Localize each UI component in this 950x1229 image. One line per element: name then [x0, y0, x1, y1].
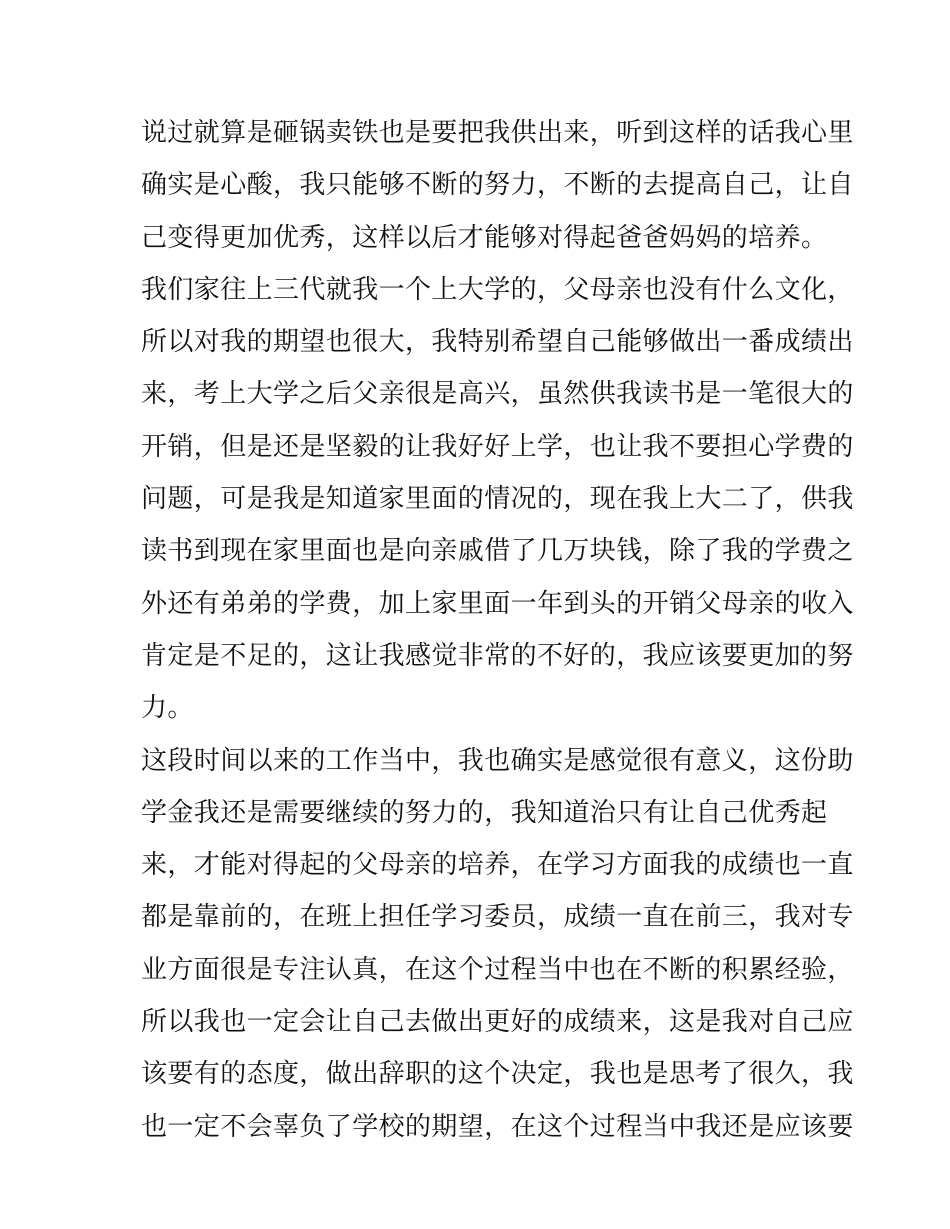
text-line-19: 该要有的态度，做出辞职的这个决定，我也是思考了很久，我	[141, 1059, 854, 1090]
text-line-11: 肯定是不足的，这让我感觉非常的不好的，我应该要更加的努	[141, 640, 854, 671]
body-text	[141, 107, 854, 1153]
text-line-20: 也一定不会辜负了学校的期望，在这个过程当中我还是应该要	[141, 1111, 854, 1142]
text-line-2: 确实是心酸，我只能够不断的努力，不断的去提高自己，让自	[141, 170, 854, 201]
text-line-4: 我们家往上三代就我一个上大学的，父母亲也没有什么文化，	[141, 274, 854, 305]
text-line-1: 说过就算是砸锅卖铁也是要把我供出来，听到这样的话我心里	[141, 118, 854, 148]
text-line-8: 问题，可是我是知道家里面的情况的，现在我上大二了，供我	[141, 484, 854, 515]
text-line-15: 来，才能对得起的父母亲的培养，在学习方面我的成绩也一直	[141, 850, 854, 881]
text-line-5: 所以对我的期望也很大，我特别希望自己能够做出一番成绩出	[141, 327, 854, 358]
text-line-17: 业方面很是专注认真，在这个过程当中也在不断的积累经验，	[141, 954, 854, 985]
text-line-16: 都是靠前的，在班上担任学习委员，成绩一直在前三，我对专	[141, 902, 854, 933]
text-line-7: 开销，但是还是坚毅的让我好好上学，也让我不要担心学费的	[141, 431, 854, 462]
text-line-9: 读书到现在家里面也是向亲戚借了几万块钱，除了我的学费之	[141, 536, 854, 567]
text-line-14: 学金我还是需要继续的努力的，我知道治只有让自己优秀起	[141, 797, 828, 828]
text-line-12: 力。	[141, 693, 194, 724]
text-line-18: 所以我也一定会让自己去做出更好的成绩来，这是我对自己应	[141, 1007, 854, 1038]
text-line-13: 这段时间以来的工作当中，我也确实是感觉很有意义，这份助	[141, 745, 854, 776]
text-line-6: 来，考上大学之后父亲很是高兴，虽然供我读书是一笔很大的	[141, 379, 854, 410]
text-line-10: 外还有弟弟的学费，加上家里面一年到头的开销父母亲的收入	[141, 588, 854, 619]
text-line-3: 己变得更加优秀，这样以后才能够对得起爸爸妈妈的培养。	[141, 222, 828, 253]
